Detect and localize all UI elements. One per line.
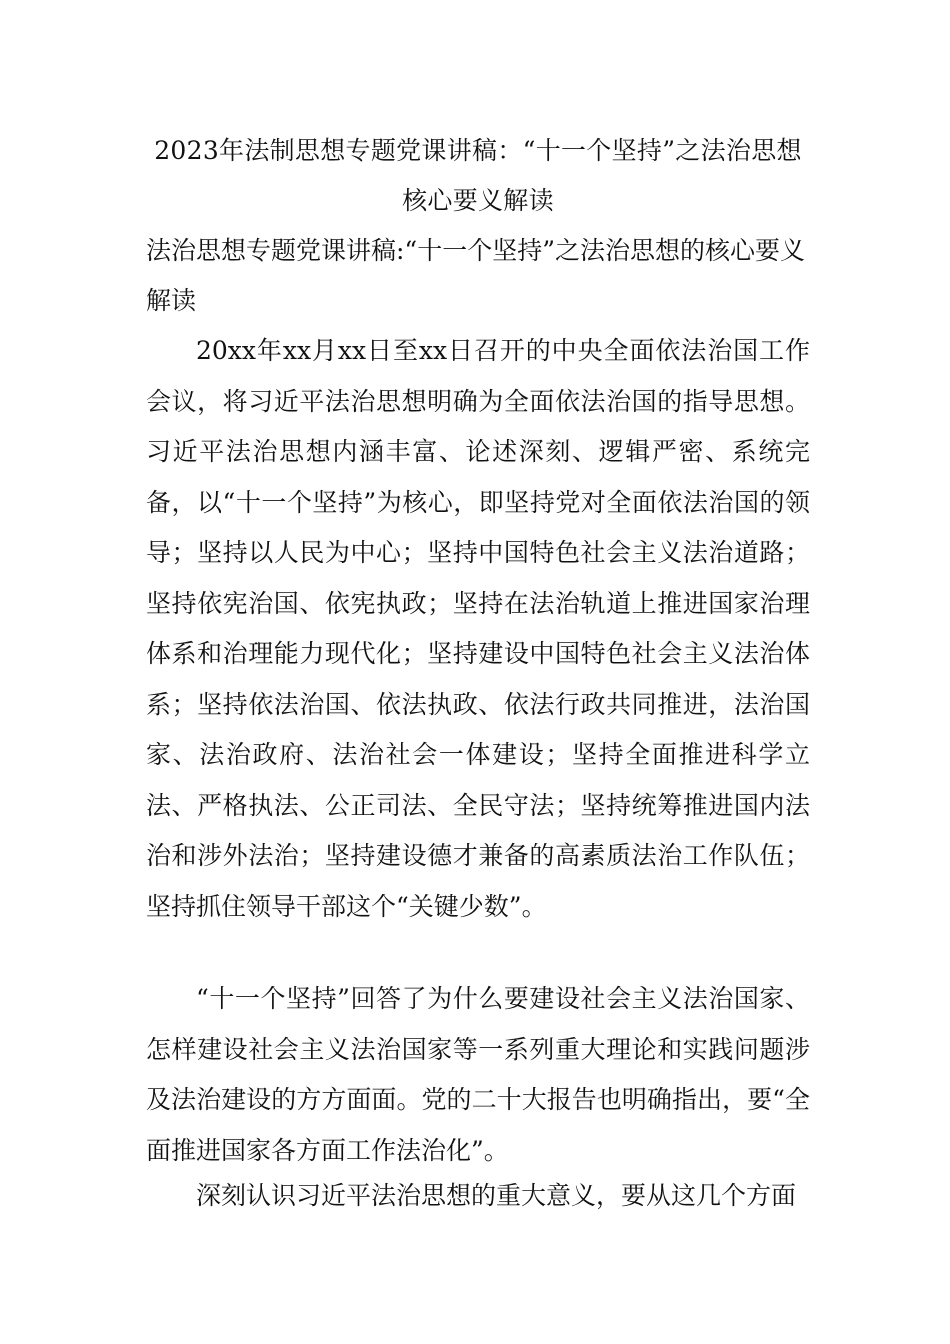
document-title: 2023年法制思想专题党课讲稿：“十一个坚持”之法治思想核心要义解读: [154, 136, 802, 215]
paragraph-intro: 20xx年xx月xx日至xx日召开的中央全面依法治国工作会议，将习近平法治思想明确为全面依法治国的指导思想。习近平法治思想内涵丰富、论述深刻、逻辑严密、系统完备，以“十一个坚持”为核心，即坚持党对全面依法治国的领导；坚持以人民为中心；坚持中国特色社会主义法治道路；坚持依宪治国、依宪执政；坚持在法治轨道上推进国家治理体系和治理能力现代化；坚持建设中国特色社会主义法治体系；坚持依法治国、依法执政、依法行政共同推进，法治国家、法治政府、法治社会一体建设；坚持全面推进科学立法、严格执法、公正司法、全民守法；坚持统筹推进国内法治和涉外法治；坚持建设德才兼备的高素质法治工作队伍；坚持抓住领导干部这个“关键少数”。: [146, 336, 810, 921]
paragraph-eleven-adherences: “十一个坚持”回答了为什么要建设社会主义法治国家、怎样建设社会主义法治国家等一系列重大理论和实践问题涉及法治建设的方方面面。党的二十大报告也明确指出，要“全面推进国家各方面工作法治化”。: [146, 984, 810, 1165]
paragraph-significance: 深刻认识习近平法治思想的重大意义，要从这几个方面: [196, 1181, 797, 1210]
document-subtitle: 法治思想专题党课讲稿:“十一个坚持”之法治思想的核心要义解读: [146, 236, 805, 315]
